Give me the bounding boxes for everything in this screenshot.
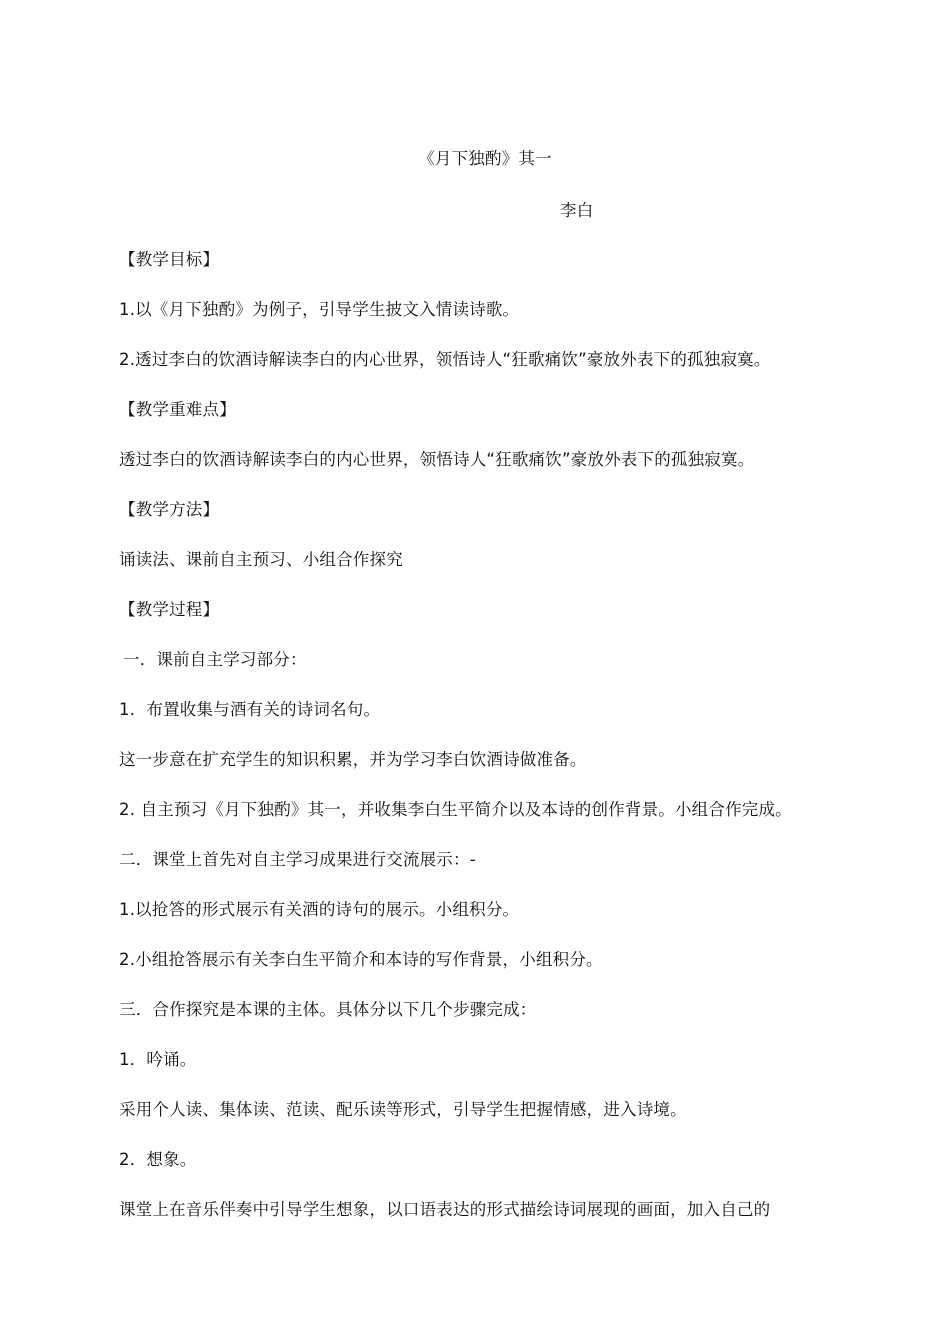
paragraph-line: 1.以抢答的形式展示有关酒的诗句的展示。小组积分。 — [119, 900, 520, 919]
section-heading-teaching-goals: 【教学目标】 — [119, 250, 220, 269]
document-author: 李白 — [560, 201, 594, 220]
subsection-heading: 二．课堂上首先对自主学习成果进行交流展示：- — [119, 850, 476, 869]
section-heading-teaching-process: 【教学过程】 — [119, 600, 220, 619]
paragraph-line: 课堂上在音乐伴奏中引导学生想象，以口语表达的形式描绘诗词展现的画面，加入自己的 — [119, 1200, 771, 1219]
paragraph-line: 这一步意在扩充学生的知识积累，并为学习李白饮酒诗做准备。 — [119, 750, 587, 769]
paragraph-line: 2.透过李白的饮酒诗解读李白的内心世界，领悟诗人“狂歌痛饮”豪放外表下的孤独寂寞。 — [119, 350, 771, 369]
paragraph-line: 1.以《月下独酌》为例子，引导学生披文入情读诗歌。 — [119, 300, 520, 319]
paragraph-line: 2.小组抢答展示有关李白生平简介和本诗的写作背景，小组积分。 — [119, 950, 603, 969]
subsection-heading: 三．合作探究是本课的主体。具体分以下几个步骤完成： — [119, 1000, 537, 1019]
paragraph-line: 采用个人读、集体读、范读、配乐读等形式，引导学生把握情感，进入诗境。 — [119, 1100, 687, 1119]
document-title: 《月下独酌》其一 — [418, 149, 552, 168]
paragraph-line: 诵读法、课前自主预习、小组合作探究 — [119, 550, 403, 569]
subsection-heading: 一．课前自主学习部分： — [123, 650, 307, 669]
paragraph-line: 透过李白的饮酒诗解读李白的内心世界，领悟诗人“狂歌痛饮”豪放外表下的孤独寂寞。 — [119, 450, 755, 469]
section-heading-key-difficulties: 【教学重难点】 — [119, 400, 236, 419]
paragraph-line: 2．想象。 — [119, 1150, 197, 1169]
paragraph-line: 2. 自主预习《月下独酌》其一，并收集李白生平简介以及本诗的创作背景。小组合作完成。 — [119, 800, 792, 819]
section-heading-teaching-methods: 【教学方法】 — [119, 500, 220, 519]
paragraph-line: 1．吟诵。 — [119, 1050, 197, 1069]
paragraph-line: 1．布置收集与酒有关的诗词名句。 — [119, 700, 381, 719]
